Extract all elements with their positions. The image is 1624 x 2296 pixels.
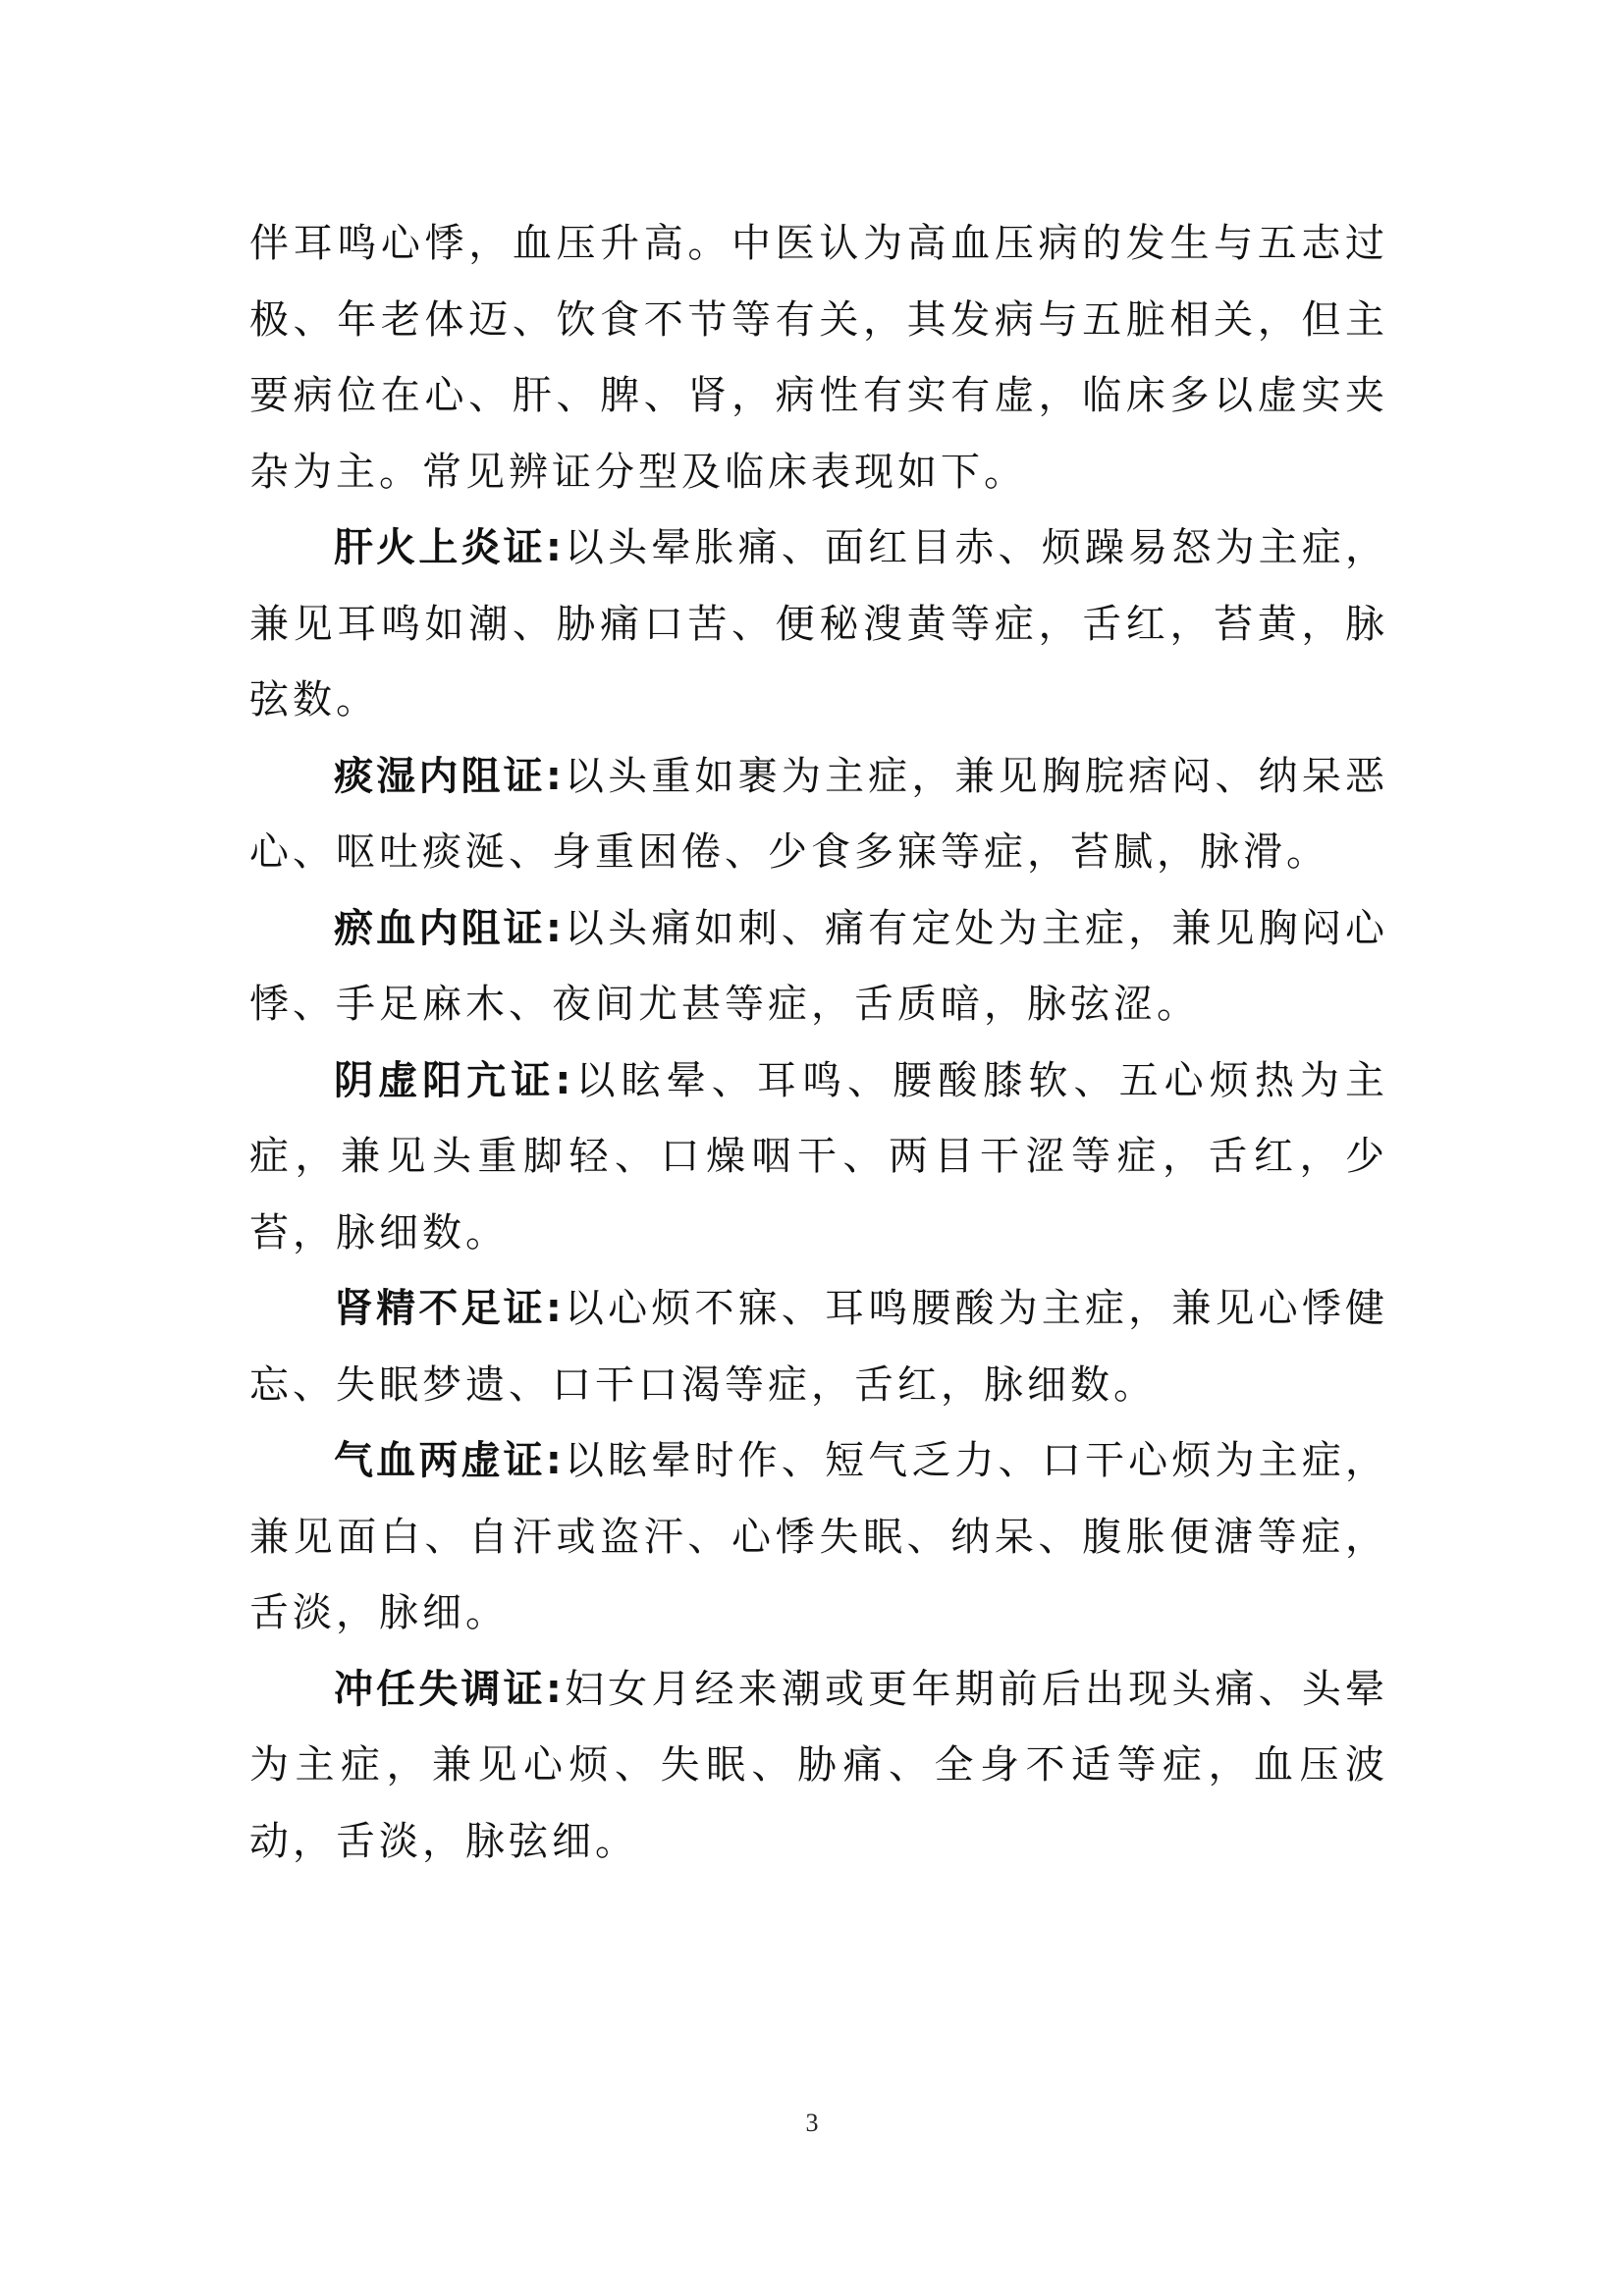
syndrome-paragraph-phlegm-damp — [249, 739, 1388, 891]
syndrome-description: 以心烦不寐、耳鸣腰酸为主症，兼见心悸健忘、失眠梦遗、口干口渴等症，舌红，脉细数。 — [249, 1286, 1389, 1408]
syndrome-paragraph-blood-stasis — [249, 891, 1388, 1043]
intro-paragraph — [249, 206, 1388, 510]
syndrome-term: 瘀血内阻证: — [334, 905, 565, 951]
syndrome-description: 以眩晕时作、短气乏力、口干心烦为主症，兼见面白、自汗或盗汗、心悸失眠、纳呆、腹胀便溏等症，舌淡，脉细。 — [249, 1438, 1389, 1635]
syndrome-paragraph-qi-blood — [249, 1423, 1388, 1652]
syndrome-paragraph-liver-fire — [249, 510, 1388, 739]
syndrome-description: 以眩晕、耳鸣、腰酸膝软、五心烦热为主症，兼见头重脚轻、口燥咽干、两目干涩等症，舌红，少苔，脉细数。 — [249, 1057, 1389, 1255]
syndrome-paragraph-chong-ren — [249, 1652, 1388, 1881]
syndrome-description: 妇女月经来潮或更年期前后出现头痛、头晕为主症，兼见心烦、失眠、胁痛、全身不适等症，血压波动，舌淡，脉弦细。 — [249, 1666, 1389, 1864]
syndrome-description: 以头晕胀痛、面红目赤、烦躁易怒为主症，兼见耳鸣如潮、胁痛口苦、便秘溲黄等症，舌红，苔黄，脉弦数。 — [249, 525, 1389, 722]
syndrome-description: 以头痛如刺、痛有定处为主症，兼见胸闷心悸、手足麻木、夜间尤甚等症，舌质暗，脉弦涩。 — [249, 905, 1389, 1027]
syndrome-term: 冲任失调证: — [334, 1666, 565, 1712]
document-body — [249, 206, 1388, 1880]
syndrome-description: 以头重如裹为主症，兼见胸脘痞闷、纳呆恶心、呕吐痰涎、身重困倦、少食多寐等症，苔腻，脉滑。 — [249, 753, 1389, 875]
syndrome-paragraph-yin-deficiency — [249, 1043, 1388, 1272]
syndrome-term: 肝火上炎证: — [334, 525, 565, 570]
syndrome-term: 痰湿内阻证: — [334, 753, 565, 799]
syndrome-term: 肾精不足证: — [334, 1286, 565, 1331]
page-number: 3 — [805, 2109, 819, 2137]
syndrome-term: 气血两虚证: — [334, 1438, 565, 1483]
syndrome-term: 阴虚阳亢证: — [334, 1057, 574, 1103]
intro-text: 伴耳鸣心悸，血压升高。中医认为高血压病的发生与五志过极、年老体迈、饮食不节等有关，其发病与五脏相关，但主要病位在心、肝、脾、肾，病性有实有虚，临床多以虚实夹杂为主。常见辨证分型及临床表现如下。 — [249, 221, 1388, 495]
syndrome-paragraph-kidney-essence — [249, 1271, 1388, 1423]
